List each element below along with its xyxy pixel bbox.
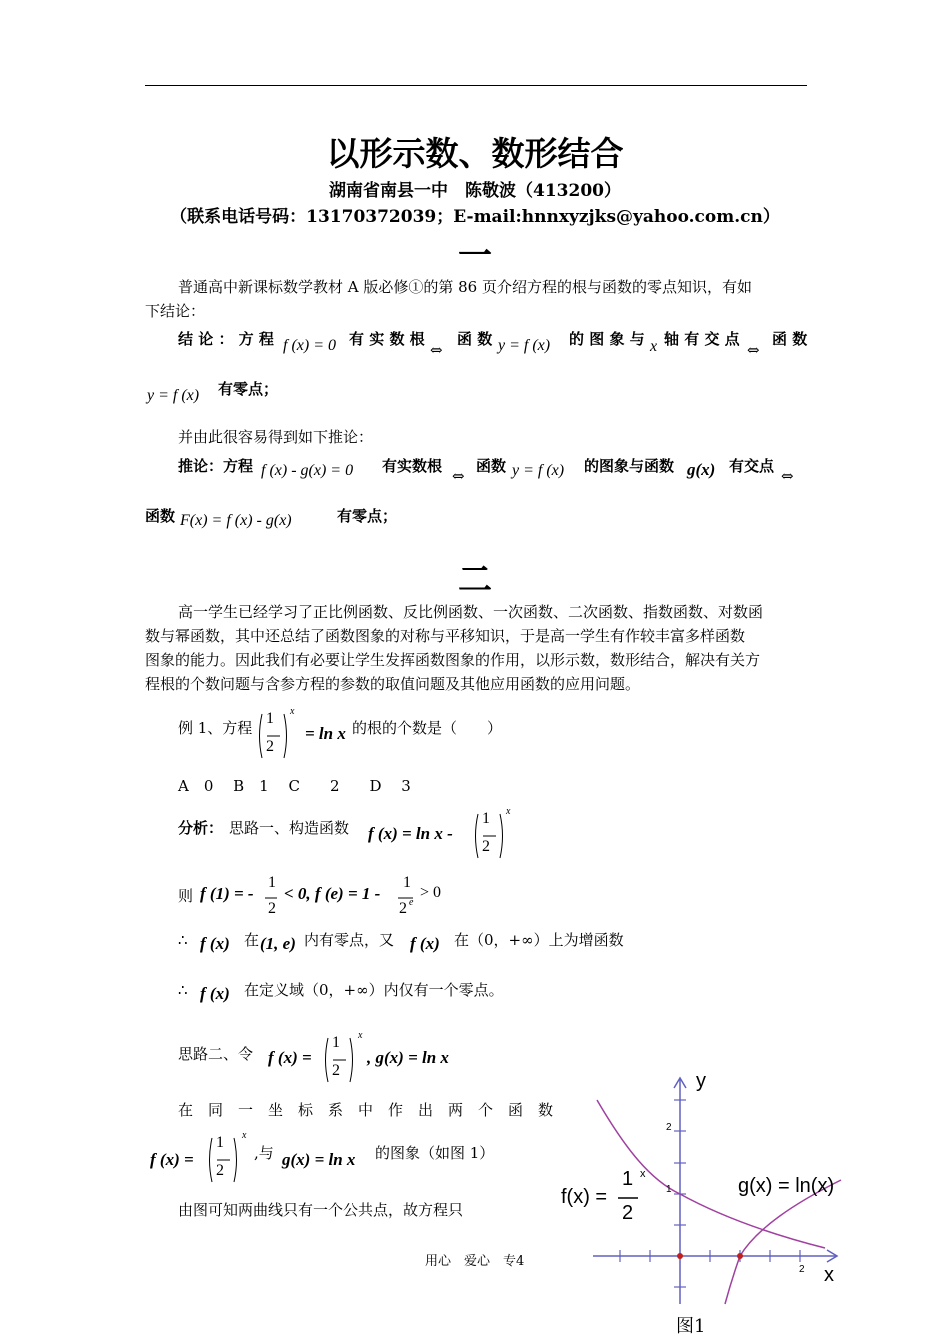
analysis-fraction-parens bbox=[472, 810, 516, 862]
y-tick-label-2: 2 bbox=[666, 1122, 672, 1133]
inference-eq1: f (x) - g(x) = 0 bbox=[261, 462, 354, 479]
y-axis-label: y bbox=[696, 1070, 706, 1092]
then-n2: 1 bbox=[403, 874, 411, 891]
conclusion-eq1: f (x) = 0 bbox=[283, 337, 336, 354]
inference-text5: 函数 bbox=[145, 507, 176, 525]
inference-text3: 的图象与函数 bbox=[584, 457, 675, 475]
paragraph-line-1: 高一学生已经学习了正比例函数、反比例函数、一次函数、二次函数、指数函数、对数函 bbox=[178, 603, 764, 621]
example1-suffix: 的根的个数是（ ） bbox=[352, 719, 503, 737]
paragraph-line-2: 数与幂函数，其中还总结了函数图象的对称与平移知识，于是高一学生有作较丰富多样函数 bbox=[145, 627, 746, 645]
method2-frac-den: 2 bbox=[332, 1062, 340, 1079]
conclusion-text2: 函 数 bbox=[457, 330, 493, 348]
conclusion-text4: 轴 有 交 点 bbox=[664, 330, 740, 348]
y-tick-label-1: 1 bbox=[666, 1184, 672, 1195]
analysis-eq: f (x) = ln x - bbox=[368, 824, 453, 843]
analysis-power: x bbox=[506, 806, 511, 817]
example1-frac-num: 1 bbox=[266, 710, 274, 727]
section-heading-1: 一 bbox=[458, 236, 492, 276]
conclusion-eq4: y = f (x) bbox=[147, 387, 200, 404]
example1-power: x bbox=[290, 706, 295, 717]
intro-line-2: 下结论： bbox=[145, 302, 206, 320]
author-line: 湖南省南县一中 陈敬波（413200） bbox=[329, 181, 621, 201]
paragraph-line-4: 程根的个数问题与含参方程的参数的取值问题及其他应用函数的应用问题。 bbox=[145, 675, 641, 693]
inference-text1: 有实数根 bbox=[382, 457, 443, 475]
x-tick-label-2: 2 bbox=[799, 1264, 805, 1275]
inference-label: 推论：方程 bbox=[178, 457, 254, 475]
contact-line: （联系电话号码：13170372039；E-mail:hnnxyzjks@yahoo.com.cn） bbox=[170, 207, 780, 227]
paragraph-line-3: 图象的能力。因此我们有必要让学生发挥函数图象的作用，以形示数，数形结合，解决有关方 bbox=[145, 651, 761, 669]
inference-eq4: F(x) = f (x) - g(x) bbox=[180, 512, 292, 529]
therefore2-text1: 在定义域（0，+∞）内仅有一个零点。 bbox=[244, 981, 504, 999]
then-d2: 2 bbox=[399, 900, 407, 917]
therefore1-eq1: f (x) bbox=[200, 934, 230, 953]
iff-symbol: ⇔ bbox=[747, 341, 760, 359]
draw2-text2: 的图象（如图 1） bbox=[375, 1144, 495, 1162]
then-d2-exp: e bbox=[409, 897, 414, 908]
f-label-fraction-bar bbox=[617, 1196, 639, 1200]
draw2-fraction-parens bbox=[206, 1134, 250, 1186]
iff-symbol: ⇔ bbox=[781, 467, 794, 485]
conclusion-text3: 的 图 象 与 bbox=[569, 330, 645, 348]
draw2-eq1: f (x) = bbox=[150, 1150, 194, 1169]
conclusion-eq3: x bbox=[650, 338, 658, 355]
conclusion-label: 结 论 ： 方 程 bbox=[178, 330, 274, 348]
footer-text: 用心 爱心 专4 bbox=[425, 1254, 525, 1269]
analysis-label: 分析： bbox=[178, 819, 224, 837]
analysis-frac-den: 2 bbox=[482, 838, 490, 855]
draw2-text1: ,与 bbox=[254, 1144, 274, 1162]
method2-eq2: , g(x) = ln x bbox=[367, 1048, 449, 1067]
method2-fraction-parens bbox=[322, 1034, 366, 1086]
draw-line: 在 同 一 坐 标 系 中 作 出 两 个 函 数 bbox=[178, 1101, 554, 1119]
conclusion-text5: 函 数 bbox=[772, 330, 808, 348]
draw2-frac-den: 2 bbox=[216, 1162, 224, 1179]
then-prefix: 则 bbox=[178, 887, 194, 905]
therefore1-text2: 内有零点，又 bbox=[304, 931, 395, 949]
therefore2-eq1: f (x) bbox=[200, 984, 230, 1003]
header-rule bbox=[145, 85, 807, 86]
f-label: f(x) = bbox=[561, 1186, 608, 1208]
inference-eq3: g(x) bbox=[687, 460, 716, 479]
point-x-intercept bbox=[737, 1253, 743, 1259]
example1-rhs: = ln x bbox=[305, 724, 346, 743]
example1-prefix: 例 1、方程 bbox=[178, 719, 253, 737]
then-d1: 2 bbox=[268, 900, 276, 917]
then-n1: 1 bbox=[268, 874, 276, 891]
draw2-power: x bbox=[242, 1130, 247, 1141]
example1-fraction-parens bbox=[256, 710, 300, 762]
then-part2: < 0, f (e) = 1 - bbox=[284, 884, 381, 903]
section-heading-2: 二 bbox=[458, 560, 492, 600]
iff-symbol: ⇔ bbox=[452, 467, 465, 485]
therefore1-text3: 在（0，+∞）上为增函数 bbox=[454, 931, 624, 949]
then-part3: > 0 bbox=[420, 884, 442, 901]
f-label-den: 2 bbox=[622, 1202, 634, 1224]
method2-frac-num: 1 bbox=[332, 1034, 340, 1051]
therefore1-eq3: f (x) bbox=[410, 934, 440, 953]
inference-text4: 有交点 bbox=[729, 457, 775, 475]
therefore-symbol: ∴ bbox=[178, 981, 188, 999]
inference-text2: 函数 bbox=[476, 457, 507, 475]
page-title: 以形示数、数形结合 bbox=[326, 134, 624, 173]
figure-caption: 图1 bbox=[676, 1316, 706, 1337]
draw2-eq2: g(x) = ln x bbox=[282, 1150, 356, 1169]
method2-prefix: 思路二、令 bbox=[178, 1045, 254, 1063]
g-label: g(x) = ln(x) bbox=[738, 1175, 835, 1197]
intro-line-1: 普通高中新课标数学教材 A 版必修①的第 86 页介绍方程的根与函数的零点知识，有如 bbox=[178, 278, 752, 296]
f-label-exp: x bbox=[640, 1168, 646, 1180]
example1-frac-den: 2 bbox=[266, 738, 274, 755]
therefore1-eq2: (1, e) bbox=[260, 934, 296, 953]
method2-eq1: f (x) = bbox=[268, 1048, 312, 1067]
draw2-frac-num: 1 bbox=[216, 1134, 224, 1151]
inference-intro: 并由此很容易得到如下推论： bbox=[178, 428, 374, 446]
therefore1-text1: 在 bbox=[244, 931, 260, 949]
inference-text6: 有零点； bbox=[337, 507, 398, 525]
conclusion-text6: 有零点； bbox=[218, 380, 279, 398]
inference-eq2: y = f (x) bbox=[512, 462, 565, 479]
conclusion-line: 由图可知两曲线只有一个公共点，故方程只 bbox=[178, 1201, 464, 1219]
conclusion-eq2: y = f (x) bbox=[498, 337, 551, 354]
example1-options: A 0 B 1 C 2 D 3 bbox=[178, 777, 411, 795]
conclusion-text1: 有 实 数 根 bbox=[349, 330, 425, 348]
point-origin bbox=[677, 1253, 683, 1259]
x-axis-label: x bbox=[824, 1264, 834, 1286]
iff-symbol: ⇔ bbox=[430, 341, 443, 359]
f-label-num: 1 bbox=[622, 1168, 634, 1190]
analysis-text: 思路一、构造函数 bbox=[229, 819, 350, 837]
therefore-symbol: ∴ bbox=[178, 931, 188, 949]
then-part1: f (1) = - bbox=[200, 884, 254, 903]
method2-power: x bbox=[358, 1030, 363, 1041]
analysis-frac-num: 1 bbox=[482, 810, 490, 827]
